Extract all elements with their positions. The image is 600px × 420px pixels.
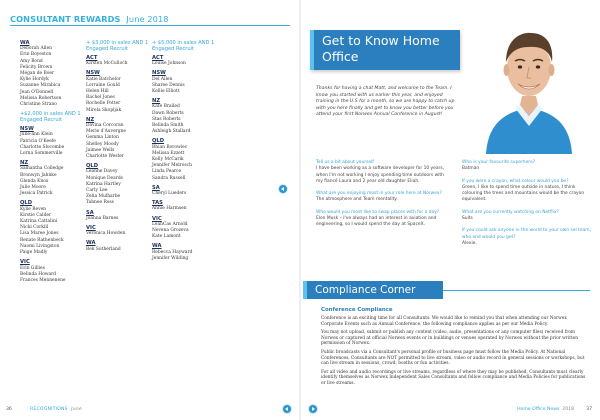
consultant-name: Julie-ann Klein — [20, 132, 53, 138]
consultant-name: Lisa Maree Jones — [20, 231, 59, 237]
consultant-name: Erin Boyeston — [20, 52, 52, 58]
section-title — [10, 14, 169, 24]
consultant-name: Kylie Beven — [20, 206, 47, 212]
rewards-column-2 — [86, 40, 156, 253]
consultant-name: Megan de Boer — [20, 71, 55, 77]
consultant-name: Tahnee Ross — [86, 200, 114, 206]
interview-answer: The atmosphere and Team mentality. — [316, 197, 398, 203]
page-number-right: 37 — [586, 407, 592, 412]
intro-quote: Thanks for having a chat Matt, and welcome to the Team. I know you started with us earlier this year, and enjoyed training in the U.S for a month, so we are happy to catch up with you here finally and get to know you better before you attend your first Norwex Annual Conference in August! — [316, 86, 455, 118]
header-rule — [10, 25, 290, 26]
interview-question: Who is your favourite superhero? — [462, 160, 536, 165]
state-heading: SA — [86, 209, 94, 216]
footer-year-left: June — [71, 407, 82, 412]
interview-question: Who would you most like to swap places with for a day? — [316, 209, 440, 215]
consultant-name: Jennifer Melrosch — [152, 163, 192, 169]
consultant-name: Rochelle Potter — [86, 101, 121, 107]
get-to-know-banner — [310, 30, 460, 70]
interview-answer: Alexie. — [462, 240, 477, 246]
consultant-name: Carly Lee — [86, 188, 108, 194]
rewards-column-3 — [152, 40, 222, 262]
interview-question: If you could ask anyone in the world to your own sel team, who and would you get? — [462, 228, 591, 240]
compliance-rule — [443, 290, 590, 291]
consultant-name: Katie Batchelor — [86, 76, 121, 82]
consultant-name: Sandra Russell — [152, 175, 186, 181]
consultant-name: LeanCas Arnold — [152, 221, 188, 227]
compliance-heading: Conference Compliance — [321, 307, 393, 313]
consultant-name: Mirela Skopljak — [86, 107, 122, 113]
consultant-name: Renate Rathenbeck — [20, 237, 64, 243]
consultant-name: Jessica Patrick — [20, 191, 53, 197]
consultant-name: Katrina Hartley — [86, 181, 121, 187]
consultant-name: Frances Mennenene — [20, 277, 66, 283]
left-page-footer — [0, 406, 300, 416]
consultant-name: Veronica Howden — [86, 231, 126, 237]
consultant-name: Suzanne Mirabica — [20, 83, 61, 89]
consultant-name: Kylie Hordyk — [20, 77, 49, 83]
consultant-name: Deborah Allen — [20, 46, 52, 52]
compliance-banner — [303, 281, 443, 299]
consultant-name: Shelley Moody — [86, 141, 119, 147]
consultant-name: Melissa Robertson — [20, 95, 62, 101]
consultant-name: Kelly McCarik — [152, 157, 184, 163]
consultant-name: Helen Hill — [86, 89, 109, 95]
section-title-text: CONSULTANT REWARDS — [10, 14, 121, 24]
previous-page-icon[interactable] — [283, 405, 291, 413]
compliance-paragraph: Conference is an exciting time for all Consultants. We would like to remind you that when attending our Norwex Corporate Events such as Annual Conference, the following compliance applies as per our Media Policy. — [321, 316, 567, 327]
footer-label-left-text: RECOGNITIONS — [30, 407, 68, 412]
state-heading: VIC — [152, 215, 162, 222]
consultant-name: Kate Lamont — [152, 234, 181, 240]
interview-answer: I have been working as a software developer for 10 years, when I'm not working I enjoy spending time outdoors with my fiancé Laura and 2 year old daughter Eliah. — [316, 166, 445, 184]
consultant-name: Louise Johnson — [152, 61, 186, 67]
staff-photo — [468, 4, 590, 154]
state-heading: SA — [152, 184, 160, 191]
page-gutter — [299, 0, 301, 420]
qa-column-right — [462, 160, 592, 247]
consultant-name: Ashleigh Stallard — [152, 129, 191, 135]
state-heading: VIC — [86, 225, 96, 232]
consultant-name: Samantha Colledge — [20, 166, 64, 172]
consultant-name: Melissa Ezzett — [152, 150, 185, 156]
state-heading: VIC — [20, 259, 30, 266]
interview-question: What are you enjoying most in your role here at Norwex? — [316, 191, 442, 197]
state-heading: NSW — [86, 70, 100, 77]
consultant-name: Cheryl Lueders — [152, 191, 187, 197]
consultant-name: Julie Moore — [20, 185, 46, 191]
qa-column-left — [316, 160, 446, 229]
consultant-name: Stas Roberts — [152, 116, 181, 122]
reward-tier-heading: + $3,000 in sales AND 1 Engaged Recruit — [86, 40, 149, 52]
consultant-name: Gemma Linton — [86, 135, 119, 141]
consultant-name: Sharee Dennis — [152, 82, 185, 88]
reward-tier-heading: + $5,000 in sales AND 1 Engaged Recruit — [152, 40, 215, 52]
consultant-name: Rachel Jones — [86, 95, 115, 101]
section-year: June 2018 — [126, 14, 169, 24]
consultant-name: Kirstie Calder — [20, 212, 52, 218]
state-heading: ACT — [152, 55, 164, 61]
interview-question: What are you currently watching on Netflix? — [462, 209, 559, 215]
state-heading: TAS — [152, 200, 163, 207]
consultant-name: Joanna Barnes — [86, 215, 119, 221]
consultant-name: Rebecca Hayward — [152, 249, 193, 255]
consultant-name: Glenda Knox — [20, 178, 49, 184]
consultant-name: Jean O'Donnell — [20, 89, 54, 95]
interview-answer: Elon Musk – I've always had an interest in aviation and engineering, so I would spend the day at SpaceX. — [316, 216, 437, 228]
consultant-name: Kirsten McCulloch — [86, 61, 128, 67]
consultant-name: Monique Deards — [86, 175, 123, 181]
state-heading: WA — [86, 240, 96, 247]
rewards-column-1 — [20, 40, 90, 284]
banner-accent-tab — [310, 30, 314, 70]
consultant-name: Linda Pearce — [152, 169, 182, 175]
consultant-name: Patricia O'Keefe — [20, 138, 56, 144]
consultant-name: Amy Bond — [20, 58, 43, 64]
compliance-body — [321, 307, 590, 390]
state-heading: QLD — [152, 138, 165, 145]
consultant-name: Charlotte Wester — [86, 154, 124, 160]
compliance-paragraph: Public broadcasts via a Consultant's personal profile or business page must follow the Media Policy. At National Conferences, Consultants are NOT permitted to live stream, video or audio record in general sessions or workshops, but can live stream in sessions, crowd, booths or fun activities. — [321, 349, 585, 367]
consultant-name: Katrina Cattalini — [20, 219, 58, 225]
footer-label-right — [517, 407, 574, 412]
state-heading: ACT — [86, 55, 98, 61]
compliance-title: Compliance Corner — [315, 284, 416, 296]
consultant-name: Kate Brailed — [152, 104, 180, 110]
consultant-name: Christine Strano — [20, 102, 57, 108]
consultant-name: Nevena Grozeva — [152, 228, 189, 234]
consultant-name: Charlotte Slocombe — [20, 144, 65, 150]
consultant-name: Erin Gillies — [20, 265, 45, 271]
page-number-left: 36 — [6, 407, 12, 412]
footer-label-right-text: Home Office News — [517, 407, 560, 412]
interview-answer: Green, I like to spend time outside in nature, I think colouring the trees and mountains would be the crayon equivalent. — [462, 184, 585, 203]
consultant-name: Del Allen — [152, 76, 173, 82]
consultant-name: Felicity Brown — [20, 64, 53, 70]
footer-year-right: 2018 — [562, 407, 574, 412]
interview-question: Tell us a bit about yourself — [316, 160, 374, 165]
footer-label-left — [30, 407, 82, 412]
banner-title: Get to Know Home Office — [322, 33, 440, 64]
right-page-footer — [300, 406, 600, 416]
previous-page-icon[interactable] — [279, 185, 287, 193]
compliance-paragraph: You may not upload, submit or publish any content (video, audio, presentations or any computer files) received from Norwex or captured at official Norwex events or in buildings or venues operated by Norwex without the prior written permission of Norwex. — [321, 330, 578, 347]
state-heading: NZ — [152, 98, 161, 105]
consultant-name: Belinda Smith — [152, 123, 184, 129]
consultant-name: Naomi Livingston — [20, 243, 60, 249]
reward-tier-heading: +$2,000 in sales AND 1 Engaged Recruit — [20, 111, 81, 124]
consultant-name: Jennifer Wilding — [152, 255, 189, 261]
consultant-name: Belinda Howard — [20, 271, 57, 277]
consultant-name: Paige Madly — [20, 250, 48, 256]
state-heading: QLD — [86, 163, 99, 170]
left-page-header — [0, 14, 300, 26]
state-heading: QLD — [20, 200, 33, 207]
consultant-name: Merie d'Auvergne — [86, 129, 127, 135]
state-heading: NZ — [86, 116, 95, 123]
state-heading: WA — [20, 40, 30, 46]
compliance-paragraph: For all video and audio recordings or live streams, regardless of where they may be published, Consultants must clearly identify themselves as Norwex Independent Sales Consultants and follow compliance and Media Policies for publications or live streams. — [321, 369, 586, 386]
state-heading: NSW — [152, 70, 166, 77]
consultant-name: Lorna Sommerville — [20, 151, 63, 157]
consultant-name: Annie Harmsen — [152, 206, 187, 212]
state-heading: NSW — [20, 126, 34, 133]
consultant-name: Dawn Roberts — [152, 110, 184, 116]
consultant-name: Kellie Elliott — [152, 89, 180, 95]
consultant-name: Leanne Davey — [86, 169, 118, 175]
consultant-name: Nicki Corkill — [20, 225, 49, 231]
consultant-name: Lorraine Gould — [86, 82, 120, 88]
consultant-name: Bronwyn Jahnke — [20, 172, 57, 178]
consultant-name: Jaimee Wells — [86, 147, 115, 153]
consultant-name: Rhian Borowiec — [152, 144, 188, 150]
state-heading: NZ — [20, 160, 29, 167]
state-heading: WA — [152, 243, 162, 250]
consultant-name: Zelia Mulharbe — [86, 194, 121, 200]
interview-answer: Batman — [462, 166, 480, 172]
interview-answer: Suits — [462, 216, 473, 222]
interview-question: If you were a crayon, what colour would you be? — [462, 178, 569, 184]
consultant-name: Davina Corcoran — [86, 123, 124, 129]
consultant-name: Bek Sutherland — [86, 246, 121, 252]
